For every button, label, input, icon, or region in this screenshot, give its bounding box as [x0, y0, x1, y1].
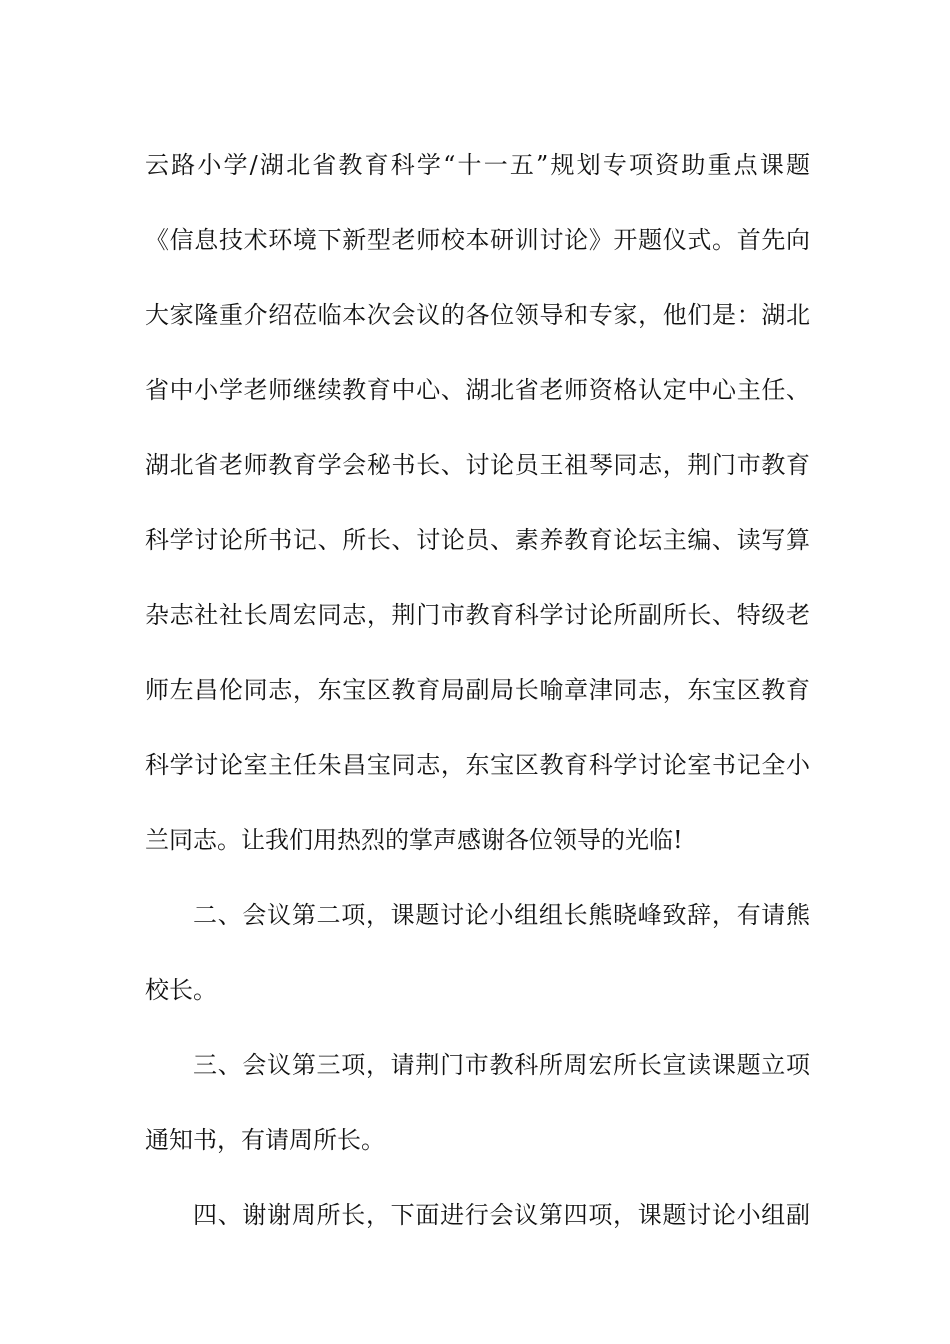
text-line-14: 通知书，有请周所长。	[145, 1126, 385, 1154]
text-line-15: 四、谢谢周所长，下面进行会议第四项，课题讨论小组副	[193, 1201, 810, 1229]
text-line-10: 兰同志。让我们用热烈的掌声感谢各位领导的光临!	[145, 826, 683, 854]
text-line-9: 科学讨论室主任朱昌宝同志，东宝区教育科学讨论室书记全小	[145, 751, 810, 779]
text-line-7: 杂志社社长周宏同志，荆门市教育科学讨论所副所长、特级老	[145, 601, 810, 629]
text-line-2: 《信息技术环境下新型老师校本研训讨论》开题仪式。首先向	[145, 226, 810, 254]
text-line-8: 师左昌伦同志，东宝区教育局副局长喻章津同志，东宝区教育	[145, 676, 810, 704]
document-body	[145, 128, 810, 1253]
text-line-3: 大家隆重介绍莅临本次会议的各位领导和专家，他们是：湖北	[145, 301, 810, 329]
text-line-12: 校长。	[145, 976, 217, 1004]
text-line-13: 三、会议第三项，请荆门市教科所周宏所长宣读课题立项	[193, 1051, 810, 1079]
text-line-6: 科学讨论所书记、所长、讨论员、素养教育论坛主编、读写算	[145, 526, 810, 554]
text-line-11: 二、会议第二项，课题讨论小组组长熊晓峰致辞，有请熊	[193, 901, 810, 929]
text-line-4: 省中小学老师继续教育中心、湖北省老师资格认定中心主任、	[145, 376, 810, 404]
text-line-1: 云路小学/湖北省教育科学“十一五”规划专项资助重点课题	[145, 151, 810, 179]
text-line-5: 湖北省老师教育学会秘书长、讨论员王祖琴同志，荆门市教育	[145, 451, 810, 479]
